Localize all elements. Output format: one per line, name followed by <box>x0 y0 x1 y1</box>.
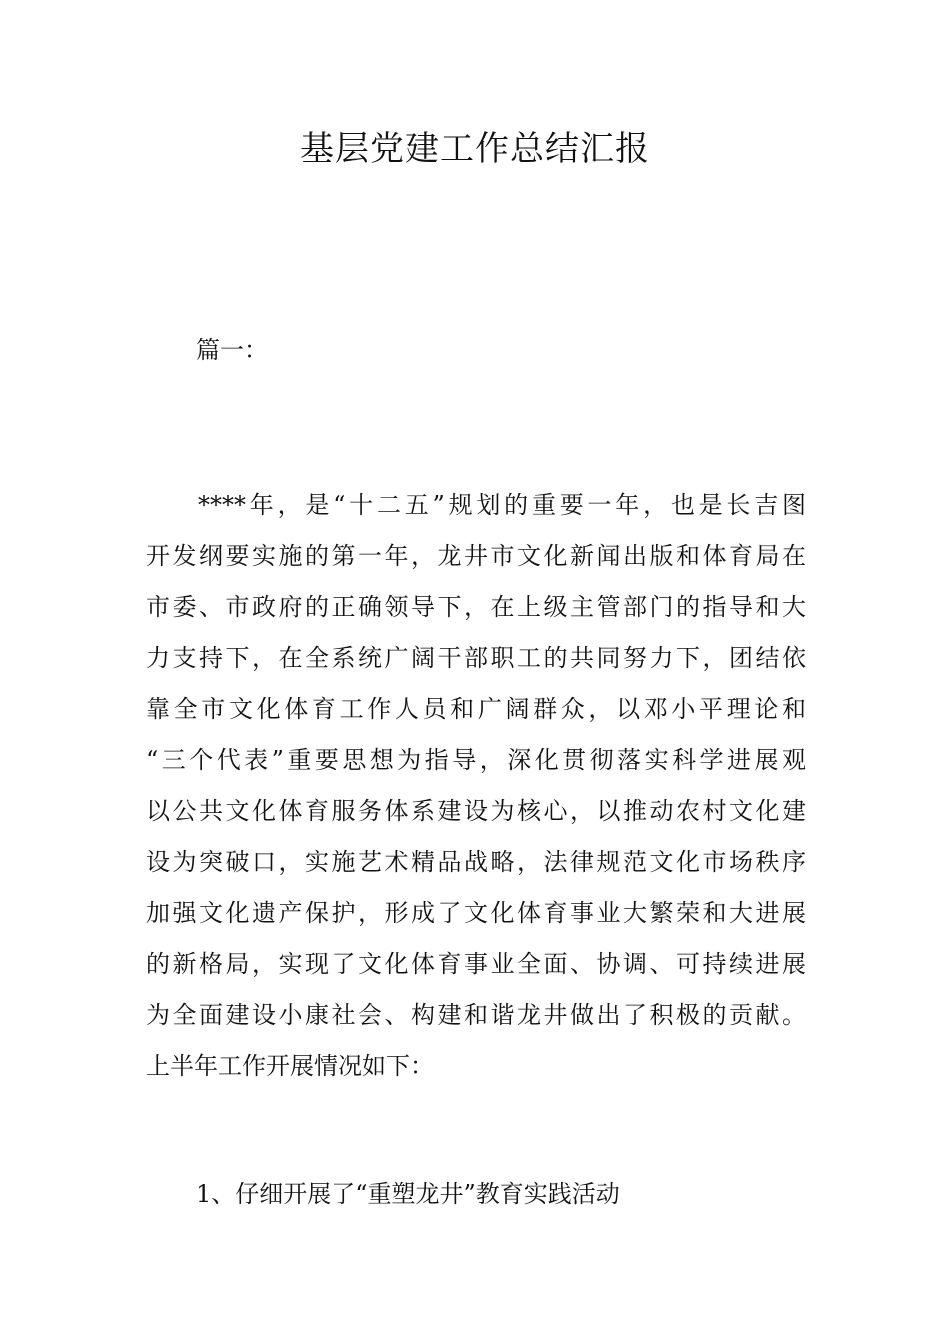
document-title: 基层党建工作总结汇报 <box>300 129 650 169</box>
paragraph-line: 开发纲要实施的第一年，龙井市文化新闻出版和体育局在 <box>146 542 806 570</box>
item-heading: 1、仔细开展了“重塑龙井”教育实践活动 <box>196 1180 620 1208</box>
paragraph-line: 的新格局，实现了文化体育事业全面、协调、可持续进展 <box>146 950 806 978</box>
paragraph-line: “三个代表”重要思想为指导，深化贯彻落实科学进展观 <box>146 746 806 774</box>
paragraph-line: 靠全市文化体育工作人员和广阔群众，以邓小平理论和 <box>146 695 806 723</box>
paragraph-line: 为全面建设小康社会、构建和谐龙井做出了积极的贡献。 <box>146 1001 806 1029</box>
section-label: 篇一： <box>196 336 268 364</box>
paragraph-line: 上半年工作开展情况如下： <box>146 1052 434 1080</box>
paragraph-line: 加强文化遗产保护，形成了文化体育事业大繁荣和大进展 <box>146 899 806 927</box>
paragraph-line: ****年，是“十二五”规划的重要一年，也是长吉图 <box>198 491 806 519</box>
paragraph-line: 力支持下，在全系统广阔干部职工的共同努力下，团结依 <box>146 644 806 672</box>
paragraph-line: 市委、市政府的正确领导下，在上级主管部门的指导和大 <box>146 593 806 621</box>
body-paragraph <box>146 480 806 1092</box>
paragraph-line: 以公共文化体育服务体系建设为核心，以推动农村文化建 <box>146 797 806 825</box>
paragraph-line: 设为突破口，实施艺术精品战略，法律规范文化市场秩序 <box>146 848 806 876</box>
